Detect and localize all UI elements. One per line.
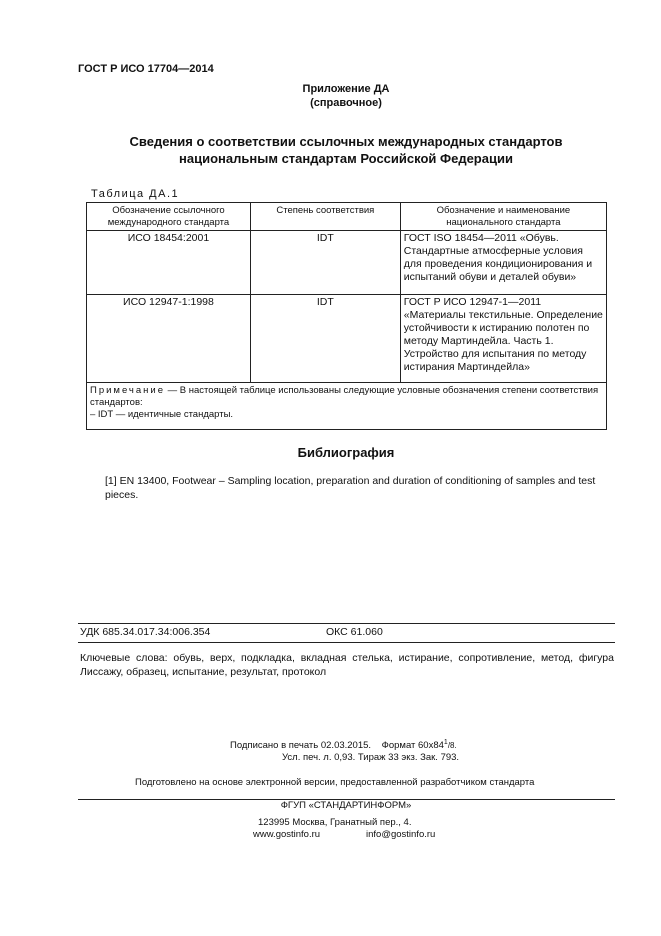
note-label: Примечание [90,385,165,396]
correspondence-table [86,202,607,430]
section-title [0,133,661,167]
header-degree: Степень соответствия [250,203,400,231]
print-info: Усл. печ. л. 0,93. Тираж 33 экз. Зак. 793. [282,752,460,763]
table-caption: Таблица ДА.1 [91,188,180,200]
cell-degree: IDT [250,295,400,383]
section-title-line2: национальным стандартам Российской Федерации [179,151,513,166]
format-sub: /8. [447,741,457,751]
address: 123995 Москва, Гранатный пер., 4. [258,817,412,828]
prepared-note: Подготовлено на основе электронной версии, предоставленной разработчиком стандарта [135,777,535,788]
format-label: Формат 60x84 [381,740,444,752]
table-row [87,231,607,295]
divider [78,642,615,643]
appendix-type: (справочное) [310,97,382,109]
header-intl-standard: Обозначение ссылочного международного стандарта [87,203,251,231]
header-national-standard: Обозначение и наименование национального стандарта [400,203,606,231]
appendix-title: Приложение ДА [302,83,390,95]
table-note-row [87,383,607,430]
table-row [87,295,607,383]
cell-intl-standard: ИСО 12947-1:1998 [87,295,251,383]
section-title-line1: Сведения о соответствии ссылочных международных стандартов [129,134,563,149]
cell-intl-standard: ИСО 18454:2001 [87,231,251,295]
format-sup: 1 [443,739,448,746]
note-legend: – IDT — идентичные стандарты. [90,409,234,420]
publisher: ФГУП «СТАНДАРТИНФОРМ» [280,800,412,811]
email-link[interactable]: info@gostinfo.ru [366,829,436,840]
udc-code: УДК 685.34.017.34:006.354 [80,626,211,638]
document-code: ГОСТ Р ИСО 17704—2014 [78,63,214,75]
signed-date: Подписано в печать 02.03.2015. [230,740,372,752]
bibliography-item: [1] EN 13400, Footwear – Sampling location, preparation and duration of conditioning of samples and test pieces. [105,475,596,501]
table-header-row [87,203,607,231]
keywords: Ключевые слова: обувь, верх, подкладка, вкладная стелька, истирание, сопротивление, метод, фигура Лиссажу, образец, испытание, результат, протокол [80,652,614,678]
divider [78,623,615,624]
bibliography-title: Библиография [297,445,395,460]
cell-national-standard: ГОСТ ISO 18454—2011 «Обувь. Стандартные атмосферные условия для проведения кондиционирования и испытаний обуви и деталей обуви» [400,231,606,295]
oks-code: ОКС 61.060 [326,626,383,638]
note-text: — В настоящей таблице использованы следующие условные обозначения степени соответствия стандартов: [90,385,599,408]
website-link[interactable]: www.gostinfo.ru [253,829,321,840]
table-note [87,383,607,430]
cell-degree: IDT [250,231,400,295]
signed-info [230,739,457,751]
cell-national-standard: ГОСТ Р ИСО 12947-1—2011 «Материалы текстильные. Определение устойчивости к истиранию полотен по методу Мартиндейла. Часть 1. Устройство для испытания по методу истирания Мартиндейла» [400,295,606,383]
